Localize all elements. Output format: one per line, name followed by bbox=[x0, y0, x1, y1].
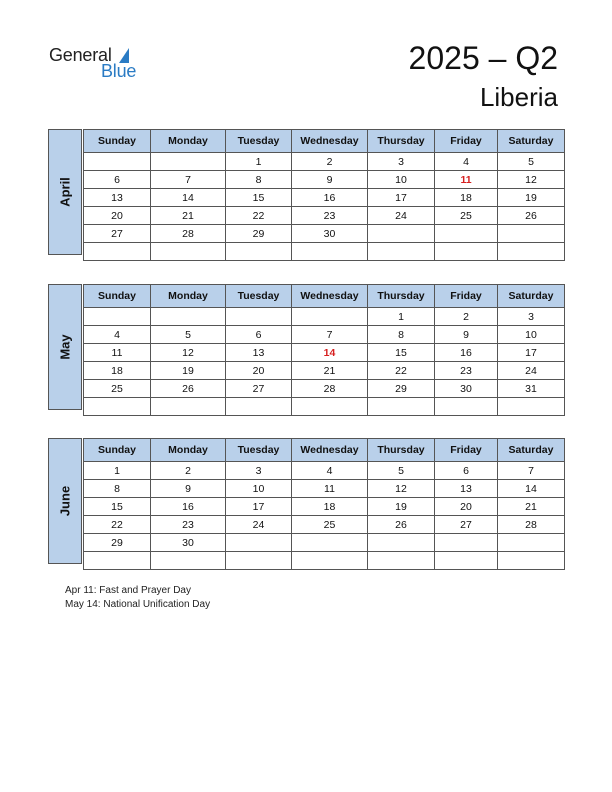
day-cell: 6 bbox=[84, 171, 151, 189]
day-cell: 9 bbox=[151, 480, 226, 498]
day-cell: 5 bbox=[368, 462, 435, 480]
weekday-header: Wednesday bbox=[292, 285, 368, 308]
day-cell: 26 bbox=[498, 207, 565, 225]
month-name: April bbox=[57, 177, 73, 207]
day-cell bbox=[84, 398, 151, 416]
week-row bbox=[84, 189, 565, 207]
day-cell bbox=[292, 398, 368, 416]
day-cell: 28 bbox=[292, 380, 368, 398]
day-cell: 23 bbox=[292, 207, 368, 225]
day-cell: 12 bbox=[368, 480, 435, 498]
day-cell bbox=[84, 308, 151, 326]
day-cell bbox=[435, 534, 498, 552]
weekday-header: Monday bbox=[151, 439, 226, 462]
day-cell bbox=[226, 308, 292, 326]
day-cell bbox=[292, 243, 368, 261]
day-cell: 29 bbox=[84, 534, 151, 552]
day-cell: 20 bbox=[226, 362, 292, 380]
day-cell: 18 bbox=[435, 189, 498, 207]
day-cell: 9 bbox=[435, 326, 498, 344]
day-cell: 1 bbox=[368, 308, 435, 326]
day-cell bbox=[368, 243, 435, 261]
day-cell bbox=[498, 552, 565, 570]
day-cell bbox=[498, 534, 565, 552]
day-cell: 30 bbox=[435, 380, 498, 398]
day-cell bbox=[498, 398, 565, 416]
day-cell bbox=[435, 225, 498, 243]
day-cell: 27 bbox=[226, 380, 292, 398]
day-cell: 13 bbox=[226, 344, 292, 362]
day-cell: 7 bbox=[498, 462, 565, 480]
day-cell: 5 bbox=[151, 326, 226, 344]
day-cell: 8 bbox=[226, 171, 292, 189]
day-cell: 29 bbox=[368, 380, 435, 398]
week-row bbox=[84, 462, 565, 480]
day-cell: 11 bbox=[84, 344, 151, 362]
holiday-note: Apr 11: Fast and Prayer Day bbox=[65, 585, 191, 596]
day-cell bbox=[292, 308, 368, 326]
day-cell bbox=[226, 398, 292, 416]
calendar-table bbox=[83, 284, 565, 416]
day-cell: 14 bbox=[151, 189, 226, 207]
month-label bbox=[48, 438, 82, 564]
day-cell: 3 bbox=[368, 153, 435, 171]
weekday-header: Saturday bbox=[498, 130, 565, 153]
day-cell bbox=[292, 534, 368, 552]
weekday-header: Tuesday bbox=[226, 439, 292, 462]
week-row bbox=[84, 171, 565, 189]
week-row bbox=[84, 480, 565, 498]
week-row bbox=[84, 516, 565, 534]
day-cell: 2 bbox=[435, 308, 498, 326]
day-cell: 27 bbox=[84, 225, 151, 243]
day-cell: 20 bbox=[84, 207, 151, 225]
day-cell: 10 bbox=[498, 326, 565, 344]
day-cell: 30 bbox=[151, 534, 226, 552]
day-cell: 23 bbox=[435, 362, 498, 380]
logo-blue-text: Blue bbox=[101, 61, 137, 81]
weekday-header: Friday bbox=[435, 130, 498, 153]
day-cell bbox=[84, 153, 151, 171]
week-row bbox=[84, 534, 565, 552]
day-cell: 5 bbox=[498, 153, 565, 171]
weekday-header-row bbox=[84, 439, 565, 462]
day-cell: 12 bbox=[498, 171, 565, 189]
day-cell: 3 bbox=[498, 308, 565, 326]
day-cell: 11 bbox=[292, 480, 368, 498]
weekday-header: Thursday bbox=[368, 130, 435, 153]
day-cell bbox=[151, 552, 226, 570]
day-cell: 2 bbox=[292, 153, 368, 171]
month-label bbox=[48, 129, 82, 255]
day-cell: 22 bbox=[226, 207, 292, 225]
weekday-header-row bbox=[84, 285, 565, 308]
day-cell bbox=[498, 225, 565, 243]
day-cell: 6 bbox=[226, 326, 292, 344]
day-cell bbox=[435, 243, 498, 261]
weekday-header: Monday bbox=[151, 130, 226, 153]
week-row bbox=[84, 153, 565, 171]
week-row bbox=[84, 552, 565, 570]
logo bbox=[49, 44, 149, 84]
week-row bbox=[84, 225, 565, 243]
day-cell bbox=[368, 534, 435, 552]
weekday-header: Tuesday bbox=[226, 130, 292, 153]
day-cell bbox=[226, 552, 292, 570]
week-row bbox=[84, 326, 565, 344]
day-cell: 10 bbox=[226, 480, 292, 498]
weekday-header: Wednesday bbox=[292, 439, 368, 462]
day-cell: 17 bbox=[368, 189, 435, 207]
month-block-june bbox=[48, 438, 564, 564]
day-cell: 6 bbox=[435, 462, 498, 480]
week-row bbox=[84, 398, 565, 416]
weekday-header: Tuesday bbox=[226, 285, 292, 308]
day-cell: 15 bbox=[226, 189, 292, 207]
day-cell: 9 bbox=[292, 171, 368, 189]
day-cell: 10 bbox=[368, 171, 435, 189]
day-cell: 19 bbox=[498, 189, 565, 207]
day-cell: 29 bbox=[226, 225, 292, 243]
day-cell: 30 bbox=[292, 225, 368, 243]
weekday-header-row bbox=[84, 130, 565, 153]
holiday-note: May 14: National Unification Day bbox=[65, 599, 211, 610]
day-cell: 8 bbox=[368, 326, 435, 344]
month-label bbox=[48, 284, 82, 410]
day-cell: 24 bbox=[498, 362, 565, 380]
day-cell bbox=[151, 243, 226, 261]
day-cell bbox=[226, 243, 292, 261]
day-cell: 20 bbox=[435, 498, 498, 516]
day-cell: 13 bbox=[84, 189, 151, 207]
weekday-header: Saturday bbox=[498, 439, 565, 462]
weekday-header: Friday bbox=[435, 285, 498, 308]
weekday-header: Sunday bbox=[84, 285, 151, 308]
day-cell bbox=[226, 534, 292, 552]
day-cell bbox=[368, 225, 435, 243]
day-cell: 17 bbox=[498, 344, 565, 362]
day-cell: 22 bbox=[84, 516, 151, 534]
holiday-day-cell: 14 bbox=[292, 344, 368, 362]
country-name: Liberia bbox=[479, 82, 558, 112]
day-cell: 21 bbox=[292, 362, 368, 380]
day-cell: 7 bbox=[151, 171, 226, 189]
holiday-day-cell: 11 bbox=[435, 171, 498, 189]
week-row bbox=[84, 380, 565, 398]
day-cell: 16 bbox=[151, 498, 226, 516]
day-cell: 24 bbox=[226, 516, 292, 534]
day-cell bbox=[292, 552, 368, 570]
month-name: June bbox=[57, 485, 73, 517]
week-row bbox=[84, 243, 565, 261]
day-cell: 19 bbox=[368, 498, 435, 516]
day-cell: 16 bbox=[435, 344, 498, 362]
day-cell: 21 bbox=[498, 498, 565, 516]
calendar-table bbox=[83, 129, 565, 261]
day-cell: 21 bbox=[151, 207, 226, 225]
day-cell: 4 bbox=[435, 153, 498, 171]
day-cell bbox=[368, 398, 435, 416]
day-cell: 25 bbox=[84, 380, 151, 398]
page-title: 2025 – Q2 bbox=[408, 40, 558, 76]
day-cell: 2 bbox=[151, 462, 226, 480]
day-cell: 28 bbox=[151, 225, 226, 243]
day-cell: 27 bbox=[435, 516, 498, 534]
day-cell: 26 bbox=[151, 380, 226, 398]
logo-general-text: General bbox=[49, 45, 112, 65]
weekday-header: Sunday bbox=[84, 130, 151, 153]
weekday-header: Sunday bbox=[84, 439, 151, 462]
day-cell: 1 bbox=[84, 462, 151, 480]
day-cell bbox=[151, 398, 226, 416]
calendar-table bbox=[83, 438, 565, 570]
day-cell: 26 bbox=[368, 516, 435, 534]
day-cell: 18 bbox=[292, 498, 368, 516]
month-block-may bbox=[48, 284, 564, 410]
day-cell: 24 bbox=[368, 207, 435, 225]
day-cell: 1 bbox=[226, 153, 292, 171]
day-cell: 16 bbox=[292, 189, 368, 207]
day-cell: 28 bbox=[498, 516, 565, 534]
day-cell: 7 bbox=[292, 326, 368, 344]
day-cell bbox=[84, 552, 151, 570]
day-cell: 14 bbox=[498, 480, 565, 498]
day-cell: 19 bbox=[151, 362, 226, 380]
day-cell bbox=[435, 398, 498, 416]
day-cell: 4 bbox=[84, 326, 151, 344]
day-cell: 13 bbox=[435, 480, 498, 498]
week-row bbox=[84, 344, 565, 362]
day-cell: 23 bbox=[151, 516, 226, 534]
day-cell: 8 bbox=[84, 480, 151, 498]
weekday-header: Monday bbox=[151, 285, 226, 308]
weekday-header: Thursday bbox=[368, 439, 435, 462]
day-cell: 31 bbox=[498, 380, 565, 398]
day-cell bbox=[84, 243, 151, 261]
week-row bbox=[84, 362, 565, 380]
week-row bbox=[84, 207, 565, 225]
weekday-header: Saturday bbox=[498, 285, 565, 308]
weekday-header: Thursday bbox=[368, 285, 435, 308]
day-cell bbox=[368, 552, 435, 570]
day-cell: 17 bbox=[226, 498, 292, 516]
day-cell: 15 bbox=[368, 344, 435, 362]
day-cell: 12 bbox=[151, 344, 226, 362]
day-cell: 4 bbox=[292, 462, 368, 480]
day-cell: 15 bbox=[84, 498, 151, 516]
holiday-notes bbox=[65, 584, 210, 612]
day-cell bbox=[151, 153, 226, 171]
day-cell: 25 bbox=[292, 516, 368, 534]
week-row bbox=[84, 308, 565, 326]
weekday-header: Wednesday bbox=[292, 130, 368, 153]
day-cell bbox=[435, 552, 498, 570]
day-cell: 22 bbox=[368, 362, 435, 380]
day-cell bbox=[151, 308, 226, 326]
day-cell: 3 bbox=[226, 462, 292, 480]
week-row bbox=[84, 498, 565, 516]
day-cell: 25 bbox=[435, 207, 498, 225]
month-block-april bbox=[48, 129, 564, 255]
day-cell: 18 bbox=[84, 362, 151, 380]
month-name: May bbox=[57, 334, 73, 360]
day-cell bbox=[498, 243, 565, 261]
weekday-header: Friday bbox=[435, 439, 498, 462]
